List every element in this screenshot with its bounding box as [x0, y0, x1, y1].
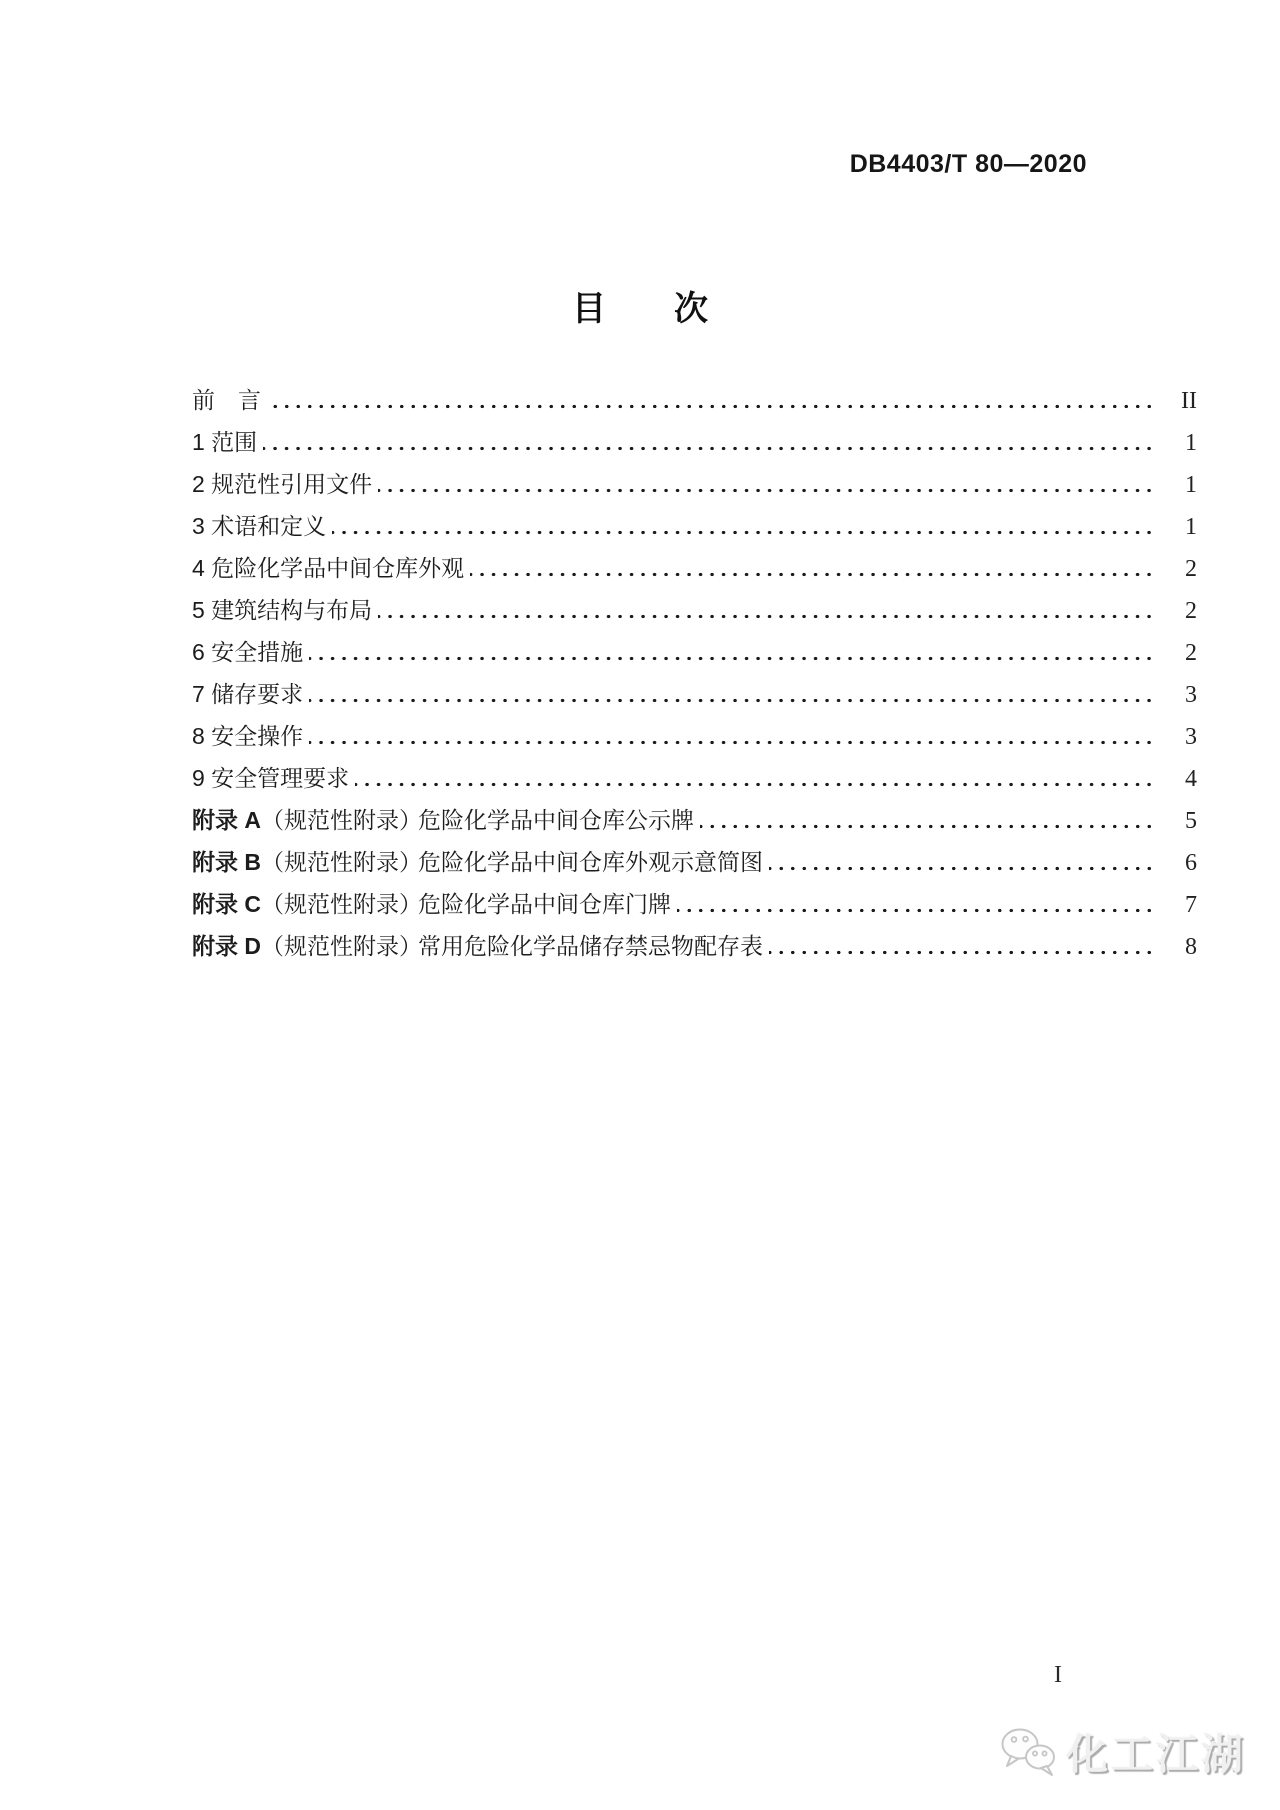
dot-leader: [355, 757, 1155, 799]
appendix-prefix: [192, 925, 422, 967]
toc-entry-terms-definitions: [192, 505, 1197, 547]
dot-leader: [470, 547, 1155, 589]
toc-entry-appendix-b: [192, 841, 1197, 883]
wechat-icon: [999, 1726, 1059, 1778]
toc-entry-normative-references: [192, 463, 1197, 505]
dot-leader: [263, 421, 1155, 463]
toc-entry-page: 1: [1185, 430, 1197, 456]
toc-entry-page: 2: [1185, 598, 1197, 624]
toc-entry-label: 危险化学品中间仓库外观示意简图: [418, 849, 763, 875]
toc-entry-safety-measures: [192, 631, 1197, 673]
toc-entry-page: 6: [1185, 850, 1197, 876]
toc-entry-page: 8: [1185, 934, 1197, 960]
dot-leader: [332, 505, 1155, 547]
appendix-prefix: [192, 883, 422, 925]
toc-entry-building-structure: [192, 589, 1197, 631]
toc-entry-foreword: [192, 379, 1197, 421]
toc-entry-label: 5 建筑结构与布局: [192, 597, 373, 623]
toc-entry-page: 7: [1185, 892, 1197, 918]
dot-leader: [700, 799, 1155, 841]
appendix-code: 附录 A: [192, 807, 261, 833]
toc-entry-label: 8 安全操作: [192, 723, 304, 749]
toc-entry-storage-requirements: [192, 673, 1197, 715]
appendix-code: 附录 B: [192, 849, 261, 875]
toc-entry-label: 危险化学品中间仓库门牌: [418, 891, 671, 917]
table-of-contents: [192, 379, 1197, 967]
dot-leader: [378, 463, 1155, 505]
toc-entry-page: 1: [1185, 514, 1197, 540]
appendix-code: 附录 D: [192, 933, 261, 959]
toc-entry-appendix-d: [192, 925, 1197, 967]
toc-entry-label: 危险化学品中间仓库公示牌: [418, 807, 694, 833]
dot-leader: [309, 715, 1155, 757]
watermark-label: 化工江湖: [1065, 1731, 1246, 1778]
toc-entry-label: 常用危险化学品储存禁忌物配存表: [418, 933, 763, 959]
appendix-kind: （规范性附录）: [261, 807, 422, 833]
toc-entry-page: 2: [1185, 640, 1197, 666]
appendix-kind: （规范性附录）: [261, 891, 422, 917]
toc-entry-page: II: [1181, 388, 1197, 414]
toc-entry-appendix-c: [192, 883, 1197, 925]
toc-entry-page: 3: [1185, 724, 1197, 750]
appendix-prefix: [192, 841, 422, 883]
toc-entry-label: 9 安全管理要求: [192, 765, 350, 791]
appendix-code: 附录 C: [192, 891, 261, 917]
toc-entry-page: 3: [1185, 682, 1197, 708]
toc-entry-label: 7 储存要求: [192, 681, 304, 707]
toc-entry-label: 3 术语和定义: [192, 513, 327, 539]
toc-entry-label: 1 范围: [192, 429, 258, 455]
page-number: I: [1054, 1662, 1062, 1688]
dot-leader: [677, 883, 1155, 925]
appendix-prefix: [192, 799, 422, 841]
toc-entry-appendix-a: [192, 799, 1197, 841]
dot-leader: [309, 631, 1155, 673]
standard-code: DB4403/T 80—2020: [849, 150, 1087, 178]
toc-entry-page: 2: [1185, 556, 1197, 582]
dot-leader: [769, 841, 1155, 883]
toc-entry-label: 6 安全措施: [192, 639, 304, 665]
dot-leader: [309, 673, 1155, 715]
dot-leader: [378, 589, 1155, 631]
toc-entry-label: 前 言: [192, 387, 261, 413]
toc-entry-page: 1: [1185, 472, 1197, 498]
dot-leader: [267, 379, 1155, 421]
appendix-kind: （规范性附录）: [261, 933, 422, 959]
toc-entry-safe-operation: [192, 715, 1197, 757]
toc-title: 目 次: [572, 290, 708, 328]
watermark: [999, 1722, 1246, 1782]
toc-entry-label: 2 规范性引用文件: [192, 471, 373, 497]
toc-entry-scope: [192, 421, 1197, 463]
toc-entry-warehouse-appearance: [192, 547, 1197, 589]
toc-entry-page: 4: [1185, 766, 1197, 792]
toc-entry-label: 4 危险化学品中间仓库外观: [192, 555, 465, 581]
toc-entry-page: 5: [1185, 808, 1197, 834]
appendix-kind: （规范性附录）: [261, 849, 422, 875]
toc-entry-safety-management: [192, 757, 1197, 799]
dot-leader: [769, 925, 1155, 967]
